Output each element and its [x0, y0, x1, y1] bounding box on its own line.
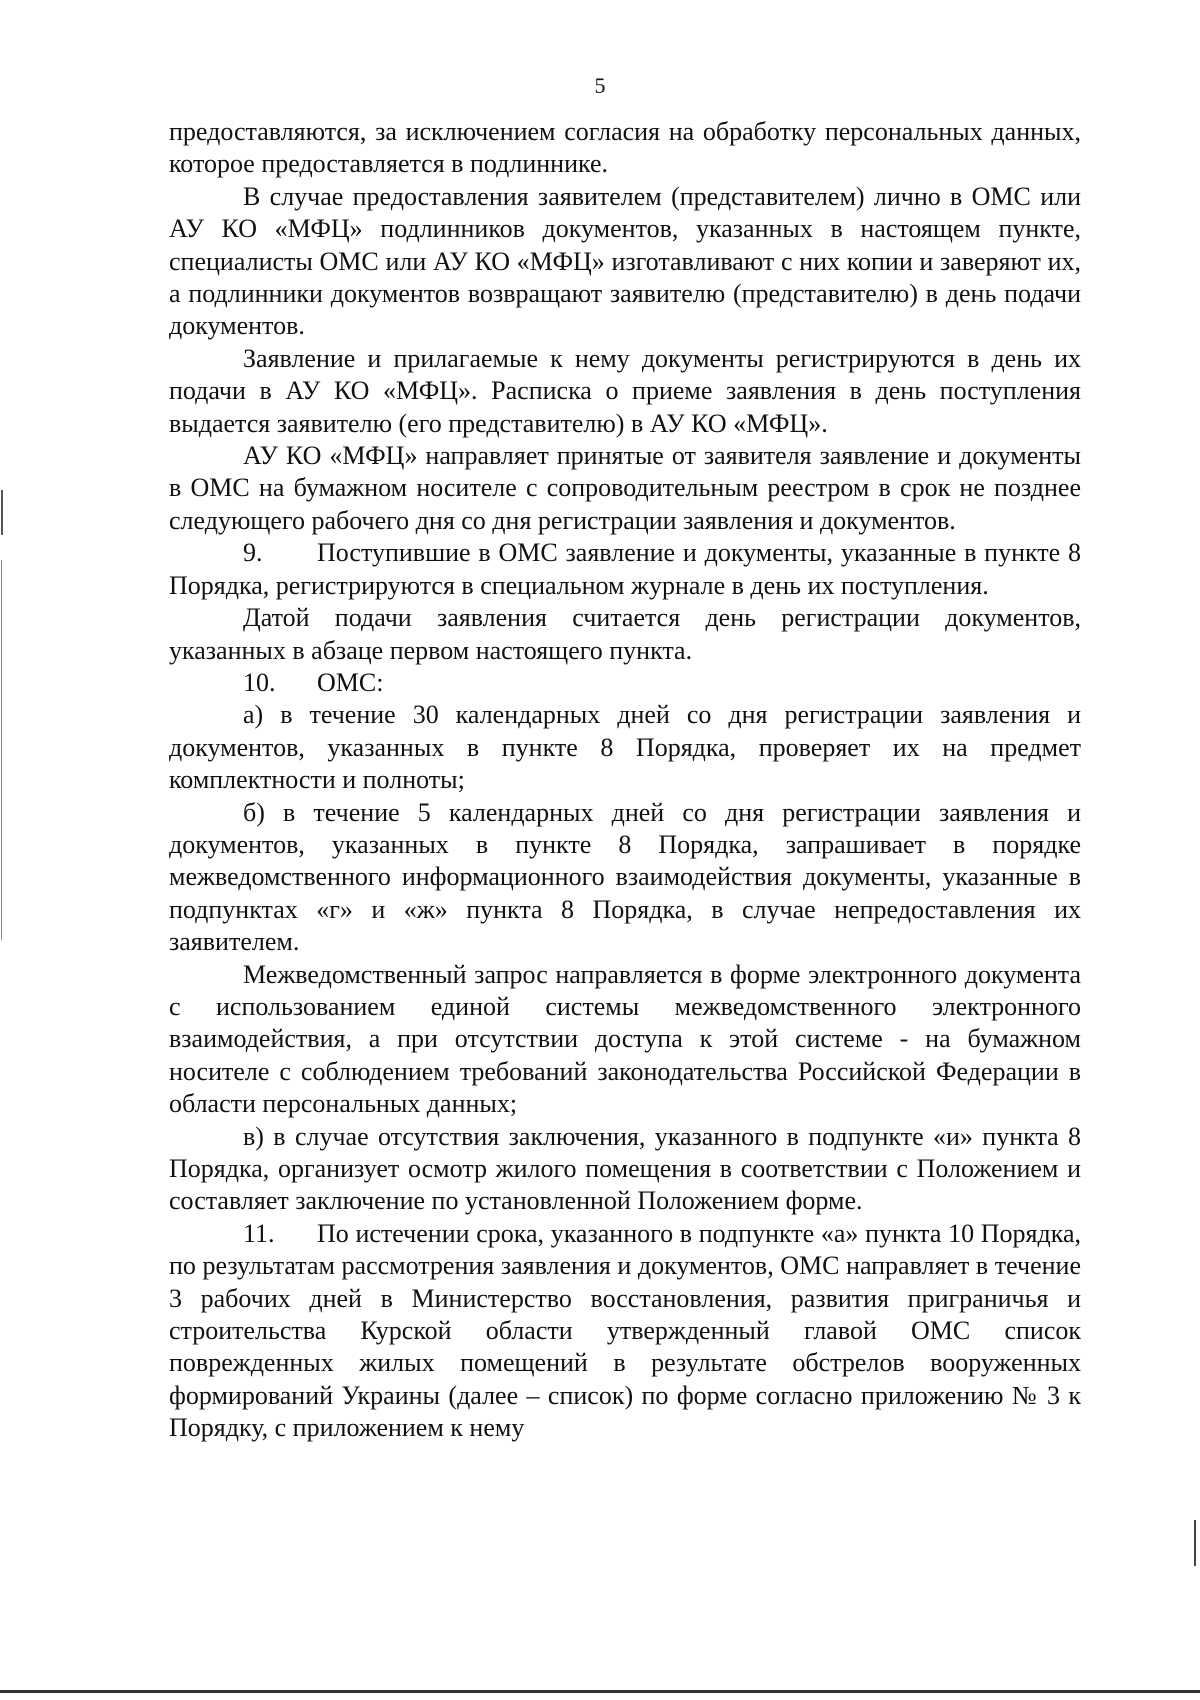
document-body — [169, 116, 1081, 1445]
clause-11 — [169, 1218, 1081, 1445]
clause-number: 9. — [243, 538, 263, 568]
paragraph-continuation: предоставляются, за исключением согласия на обработку персональных данных, которое предоставляется в подлиннике. — [169, 117, 1081, 179]
scan-edge-mark — [1194, 1520, 1196, 1566]
paragraph-mfc-transfer: АУ КО «МФЦ» направляет принятые от заявителя заявление и документы в ОМС на бумажном носителе с сопроводительным реестром в срок не позднее следующего рабочего дня со дня регистрации заявления и документов. — [169, 441, 1081, 535]
clause-number: 11. — [243, 1218, 275, 1248]
subclause-v: в) в случае отсутствия заключения, указанного в подпункте «и» пункта 8 Порядка, организует осмотр жилого помещения в соответствии с Положением и составляет заключение по установленной Положением форме. — [169, 1121, 1081, 1216]
page-number: 5 — [594, 73, 606, 98]
clause-number: 10. — [243, 667, 276, 697]
clause-text: По истечении срока, указанного в подпункте «а» пункта 10 Порядка, по результатам рассмотрения заявления и документов, ОМС направляет в течение 3 рабочих дней в Министерство восстановления, развития приграничья и строительства Курской области утвержденный главой ОМС список поврежденных жилых помещений в результате обстрелов вооруженных формирований Украины (далее – список) по форме согласно приложению № 3 к Порядку, с приложением к нему — [169, 1218, 1081, 1443]
paragraph-filing-date: Датой подачи заявления считается день регистрации документов, указанных в абзаце первом настоящего пункта. — [169, 603, 1081, 665]
clause-text: Поступившие в ОМС заявление и документы, указанные в пункте 8 Порядка, регистрируются в специальном журнале в день их поступления. — [169, 538, 1081, 600]
paragraph-originals: В случае предоставления заявителем (представителем) лично в ОМС или АУ КО «МФЦ» подлинников документов, указанных в настоящем пункте, специалисты ОМС или АУ КО «МФЦ» изготавливают с них копии и заверяют их, а подлинники документов возвращают заявителю (представителю) в день подачи документов. — [169, 181, 1081, 341]
subclause-b: б) в течение 5 календарных дней со дня регистрации заявления и документов, указанных в пункте 8 Порядка, запрашивает в порядке межведомственного информационного взаимодействия документы, указанные в подпунктах «г» и «ж» пункта 8 Порядка, в случае непредоставления их заявителем. — [169, 797, 1081, 957]
paragraph-registration: Заявление и прилагаемые к нему документы регистрируются в день их подачи в АУ КО «МФЦ». Расписка о приеме заявления в день поступления выдается заявителю (его представителю) в АУ КО «МФЦ». — [169, 343, 1081, 438]
subclause-a: а) в течение 30 календарных дней со дня регистрации заявления и документов, указанных в пункте 8 Порядка, проверяет их на предмет комплектности и полноты; — [169, 700, 1081, 795]
clause-9 — [169, 537, 1081, 602]
clause-10 — [169, 667, 1081, 699]
scan-edge-mark — [1, 560, 2, 940]
clause-text: ОМС: — [317, 667, 384, 697]
paragraph-interagency-request: Межведомственный запрос направляется в форме электронного документа с использованием единой системы межведомственного электронного взаимодействия, а при отсутствии доступа к этой системе - на бумажном носителе с соблюдением требований законодательства Российской Федерации в области персональных данных; — [169, 959, 1081, 1119]
scan-edge-mark — [1, 490, 3, 535]
scan-bottom-edge — [0, 1690, 1200, 1693]
